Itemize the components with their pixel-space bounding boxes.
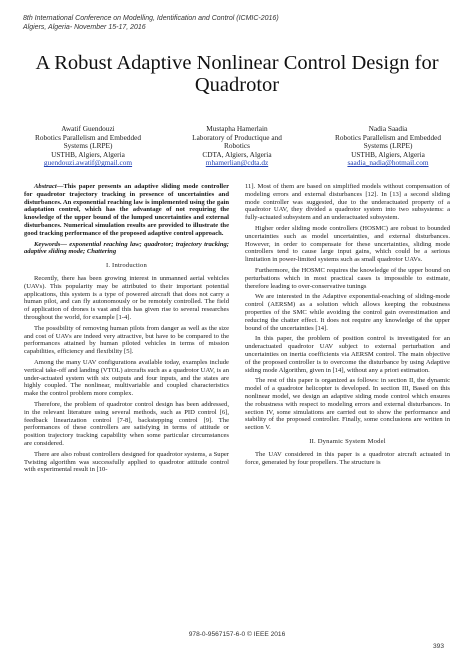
keywords-text: exponential reaching law; quadrotor; trajectory tracking; adaptive sliding mode; Chattering xyxy=(24,240,229,256)
paragraph: Among the many UAV configurations available today, examples include vertical take-off and landing (VTOL) aircrafts such as a quadrotor UAV, is an under-actuated system with six outputs and four inputs, and the states are highly coupled. The nonlinear, multivariable and coupled characteristics make the control problem more complex. xyxy=(24,358,229,398)
conference-header-line2: Algiers, Algeria- November 15-17, 2016 xyxy=(23,24,146,31)
author-affiliation-line: USTHB, Algiers, Algeria xyxy=(51,149,125,159)
paragraph: Higher order sliding mode controllers (HOSMC) are robust to bounded uncertainties such as model uncertainties, and external disturbances. However, in order to compensate for these uncertainties, sliding mode controllers tend to cause large input gains, which could be a serious limitation in power-limited systems such as small quadrotor UAVs. xyxy=(245,224,450,264)
right-column xyxy=(245,183,450,469)
conference-header xyxy=(23,14,279,32)
paper-title-line1: A Robust Adaptive Nonlinear Control Design for xyxy=(35,52,439,74)
paragraph: Recently, there has been growing interest in unmanned aerial vehicles (UAVs). This popularity may be attributed to their important potential applications, this system is a type of powered aircraft that does not carry a human pilot, and can fly autonomously or be remotely controlled. The field of application of drones is vast and this has given rise to several researches throughout the world, for example [1-4]. xyxy=(24,274,229,321)
author-block-2 xyxy=(166,125,308,168)
author-affiliation-line: Systems (LRPE) xyxy=(363,141,413,151)
copyright-footer: 978-0-9567157-6-0 © IEEE 2016 xyxy=(188,631,286,638)
author-email-link[interactable]: saadia_nadia@hotmail.com xyxy=(347,158,429,168)
section-heading-introduction: I. Introduction xyxy=(105,262,148,270)
author-email-link[interactable]: mhamerlian@cdta.dz xyxy=(205,158,269,168)
paragraph: The UAV considered in this paper is a quadrotor aircraft actuated in force, generated by four propellers. The structure is xyxy=(245,450,450,466)
abstract-label: Abstract xyxy=(34,183,57,190)
paper-title xyxy=(0,52,474,96)
author-affiliation-line: Laboratory of Productique and xyxy=(192,132,282,142)
author-name: Mustapha Hamerlain xyxy=(206,124,268,133)
conference-header-line1: 8th International Conference on Modelling, Identification and Control (ICMIC-2016) xyxy=(23,15,279,22)
author-name: Nadia Saadia xyxy=(368,124,408,133)
page-number: 393 xyxy=(433,643,445,650)
paragraph: We are interested in the Adaptive exponential-reaching of sliding-mode control (AERSM) as a solution which allows keeping the robustness properties of the SMC while avoiding the control gain overestimation and reducing the chatter effect. It does not require any knowledge of the upper bound of the uncertainties [14]. xyxy=(245,293,450,332)
author-affiliation-line: Robotics Parallelism and Embedded xyxy=(335,132,441,142)
paragraph: There are also robust controllers designed for quadrotor systems, a Super Twisting algorithm was successfully applied to quadrotor attitude control with experimental result in [10- xyxy=(24,450,229,474)
paragraph: In this paper, the problem of position control is investigated for an underactuated quadrotor UAV subject to external perturbation and uncertainties on inertia coefficients via AERSM control. The main objective of the proposed controller is to overcome the disturbance by using Adaptive siding mode Algorithm, given in [14], without any a priori estimation. xyxy=(245,335,450,374)
keywords xyxy=(24,241,229,257)
section-heading-dynamic-system-model: II. Dynamic System Model xyxy=(309,437,386,445)
paragraph: Furthermore, the HOSMC requires the knowledge of the upper bound on perturbations which in most practical cases is impossible to estimate, therefore leading to over-conservative tunings xyxy=(245,266,450,290)
author-affiliation-line: CDTA, Algiers, Algeria xyxy=(202,149,272,159)
author-email-link[interactable]: guendouzi.awatif@gmail.com xyxy=(43,158,133,168)
paragraph: The rest of this paper is organized as follows: in section II, the dynamic model of a quadrotor helicopter is developed. In section III, Based on this nonlinear model, we design an adaptive siding mode control which ensures the robustness with respect to modeling errors and external disturbances. In section IV, some simulations are carried out to show the performance and stability of the proposed controller. Finally, some conclusions are written in section V. xyxy=(245,377,450,432)
author-affiliation-line: Systems (LRPE) xyxy=(63,141,113,151)
author-block-3 xyxy=(318,125,458,168)
paragraph: The possibility of removing human pilots from danger as well as the size and cost of UAVs are indeed very attractive, but have to be compared to the performances attained by human piloted vehicles in terms of mission capabilities, efficiency and flexibility [5]. xyxy=(24,324,229,356)
paragraph: 11]. Most of them are based on simplified models without compensation of modeling errors and external disturbances [12]. In [13] a second sliding mode controller was suggested, due to the underactuated property of a quadrotor UAV, they divided a quadrotor system into two subsystems: a fully-actuated subsystem and an underactuated subsystem. xyxy=(245,183,450,222)
paper-title-line2: Quadrotor xyxy=(194,74,280,96)
abstract xyxy=(24,183,229,238)
left-column xyxy=(24,183,229,477)
abstract-text: —This paper presents an adaptive sliding mode controller for quadrotor trajectory tracking in presence of uncertainties and disturbances. An exponential reaching law is implemented using the gain adaptation control, which has the advantage of not requiring the knowledge of the upper bound of the lumped uncertainties and external disturbances. Numerical simulation results are provided to illustrate the good tracking performance of the proposed adaptive control approach. xyxy=(24,183,229,237)
paragraph: Therefore, the problem of quadrotor control design has been addressed, in the relevant literature using several methods, such as PID control [6], feedback linearization control [7-8], backstepping control [9]. The performances of these controllers are satisfying in terms of attitude or position trajectory tracking capability when some particular circumstances are considered. xyxy=(24,400,229,447)
author-name: Awatif Guendouzi xyxy=(61,124,115,133)
keywords-label: Keywords— xyxy=(34,240,67,248)
author-affiliation-line: Robotics xyxy=(224,141,250,151)
author-block-1 xyxy=(18,125,158,168)
author-affiliation-line: USTHB, Algiers, Algeria xyxy=(351,149,425,159)
author-affiliation-line: Robotics Parallelism and Embedded xyxy=(35,132,141,142)
